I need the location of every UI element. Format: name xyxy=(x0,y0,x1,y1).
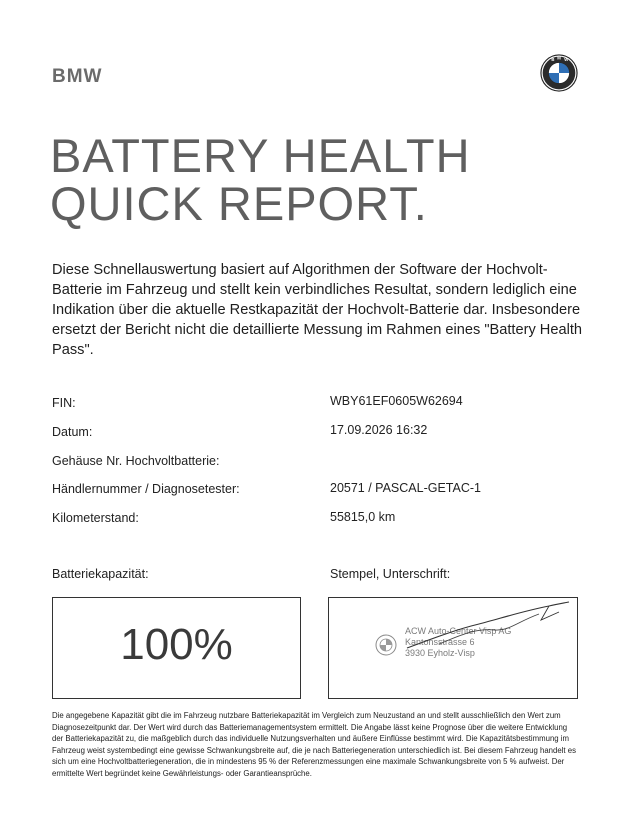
date-label: Datum: xyxy=(52,425,93,439)
stamp-city: 3930 Eyholz-Visp xyxy=(405,648,475,658)
stamp-signature-box xyxy=(328,597,578,699)
brand-wordmark: BMW xyxy=(52,66,103,87)
fin-label: FIN: xyxy=(52,396,76,410)
mileage-label: Kilometerstand: xyxy=(52,511,139,525)
stamp-street: Kantonsstrasse 6 xyxy=(405,637,475,647)
report-title xyxy=(50,129,471,230)
dealer-tester-label: Händlernummer / Diagnosetester: xyxy=(52,482,240,496)
dealer-tester-value: 20571 / PASCAL-GETAC-1 xyxy=(330,481,481,495)
battery-capacity-box xyxy=(52,597,301,699)
battery-housing-label: Gehäuse Nr. Hochvoltbatterie: xyxy=(52,454,220,468)
stamp-dealer-name: ACW Auto-Center Visp AG xyxy=(405,626,512,636)
svg-text:W: W xyxy=(564,57,569,63)
battery-capacity-label: Batteriekapazität: xyxy=(52,567,149,581)
date-value: 17.09.2026 16:32 xyxy=(330,423,428,437)
bmw-roundel-logo xyxy=(540,54,578,92)
report-title-line-2: QUICK REPORT. xyxy=(50,177,428,230)
svg-text:M: M xyxy=(557,55,561,61)
disclaimer-text: Die angegebene Kapazität gibt die im Fahrzeug nutzbare Batteriekapazität im Vergleich zum Neuzustand an und stellt ausschließlich den Wert zum Diagnosezeitpunkt dar. Der Wert wird durch das Batteriemanagementsystem ermittelt. Die Angabe lässt keine Prognose über die weitere Entwicklung der Batteriekapazität zu, die maßgeblich durch das individuelle Nutzungsverhalten und äußere Einflüsse bestimmt wird. Die Kapazitätsbestimmung im Fahrzeug weist systembedingt eine gewisse Schwankungsbreite auf, die je nach Batteriegeneration unterschiedlich ist. Bei diesem Fahrzeug handelt es sich um eine Hochvoltbatteriegeneration, die in mindestens 95 % der Referenzmessungen eine maximale Schwankungsbreite von 5 % aufweist. Der ermittelte Wert begründet keine Gewährleistungs- oder Garantieansprüche. xyxy=(52,711,576,778)
svg-text:B: B xyxy=(551,57,555,63)
stamp-signature-label: Stempel, Unterschrift: xyxy=(330,567,451,581)
mileage-value: 55815,0 km xyxy=(330,510,396,524)
report-title-line-1: BATTERY HEALTH xyxy=(50,129,471,182)
fin-value: WBY61EF0605W62694 xyxy=(330,394,463,408)
battery-capacity-value: 100% xyxy=(120,620,233,669)
intro-paragraph: Diese Schnellauswertung basiert auf Algorithmen der Software der Hochvolt-Batterie im Fahrzeug und stellt kein verbindliches Resultat, sondern lediglich eine Indikation über die aktuelle Restkapazität der Hochvolt-Batterie dar. Insbesondere ersetzt der Bericht nicht die detaillierte Messung im Rahmen eines "Battery Health Pass". xyxy=(52,262,582,358)
handwritten-signature xyxy=(399,600,589,660)
stamp-seal-icon xyxy=(375,634,397,656)
